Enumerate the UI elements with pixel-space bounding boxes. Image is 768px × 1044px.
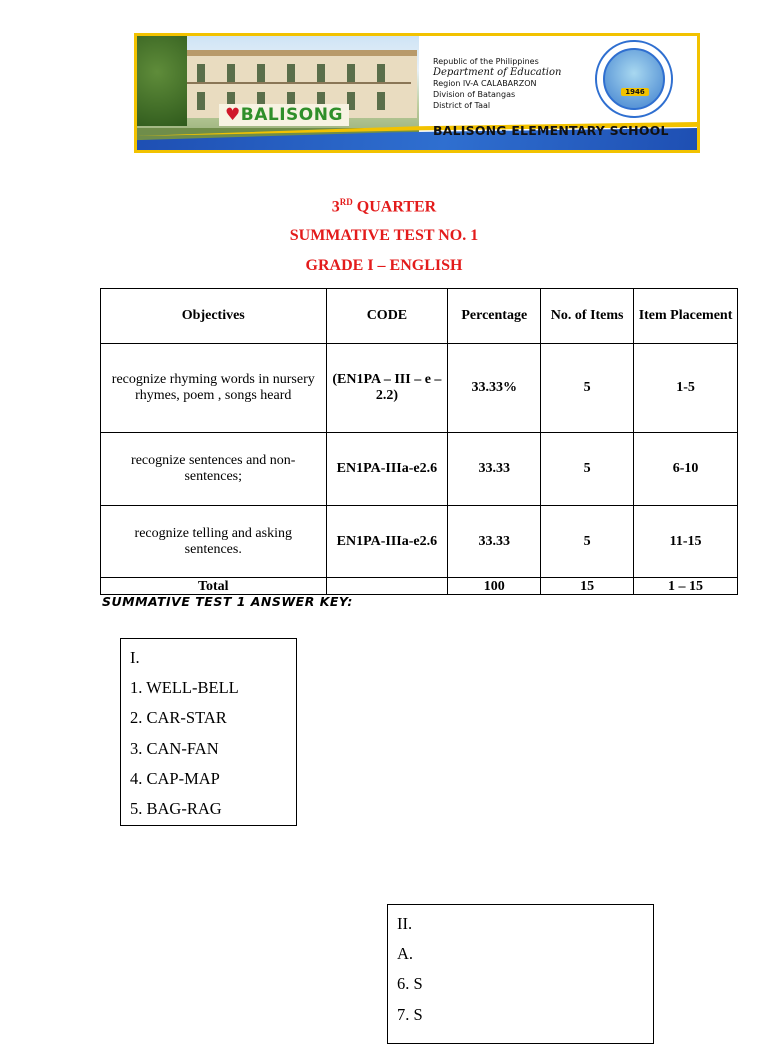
placement-cell: 11-15: [634, 506, 738, 578]
tree-graphic: [137, 36, 187, 126]
school-header-banner: [134, 33, 700, 153]
school-name: BALISONG ELEMENTARY SCHOOL: [433, 123, 669, 138]
answer-line: 7. S: [397, 1004, 423, 1024]
answer-line: 1. WELL-BELL: [130, 678, 239, 698]
items-cell: 5: [541, 433, 634, 506]
objective-cell: recognize telling and asking sentences.: [101, 506, 327, 578]
quarter-title: [0, 197, 768, 216]
percentage-cell: 33.33: [448, 433, 541, 506]
code-cell: EN1PA-IIIa-e2.6: [326, 506, 448, 578]
school-seal-logo: [595, 40, 673, 118]
percentage-cell: 33.33%: [448, 344, 541, 433]
objective-cell: recognize rhyming words in nursery rhymes, poem , songs heard: [101, 344, 327, 433]
school-sign-text: BALISONG: [240, 105, 343, 125]
seal-ring: [603, 48, 665, 110]
objective-cell: recognize sentences and non-sentences;: [101, 433, 327, 506]
answer-line: 2. CAR-STAR: [130, 708, 227, 728]
school-sign: [219, 104, 349, 126]
heart-icon: ♥: [225, 105, 241, 125]
total-placement-cell: 1 – 15: [634, 578, 738, 595]
quarter-number: 3: [331, 198, 340, 216]
answer-key-title: SUMMATIVE TEST 1 ANSWER KEY:: [102, 594, 353, 609]
deped-text-block: [433, 56, 583, 111]
column-header: Item Placement: [634, 289, 738, 344]
table-row: [101, 506, 738, 578]
total-code-cell: [326, 578, 448, 595]
quarter-suffix: RD: [339, 197, 353, 207]
objectives-table: [100, 288, 738, 595]
district-text: District of Taal: [433, 101, 491, 110]
table-row: [101, 344, 738, 433]
answer-line: I.: [130, 648, 140, 667]
total-row: [101, 578, 738, 595]
answer-line: 4. CAP-MAP: [130, 768, 220, 788]
column-header: No. of Items: [541, 289, 634, 344]
total-percentage-cell: 100: [448, 578, 541, 595]
column-header: Objectives: [101, 289, 327, 344]
code-cell: (EN1PA – III – e – 2.2): [326, 344, 448, 433]
grade-title: GRADE I – ENGLISH: [305, 257, 463, 274]
test-title: SUMMATIVE TEST NO. 1: [289, 227, 479, 244]
column-header: Percentage: [448, 289, 541, 344]
table-row: [101, 433, 738, 506]
answer-line: 3. CAN-FAN: [130, 738, 219, 758]
answer-line: 5. BAG-RAG: [130, 799, 222, 819]
answer-box-part-1: [120, 638, 297, 826]
quarter-word: QUARTER: [352, 198, 437, 216]
percentage-cell: 33.33: [448, 506, 541, 578]
department-text: Department of Education: [433, 67, 562, 78]
republic-text: Republic of the Philippines: [433, 57, 539, 66]
placement-cell: 1-5: [634, 344, 738, 433]
items-cell: 5: [541, 506, 634, 578]
division-text: Division of Batangas: [433, 90, 516, 99]
region-text: Region IV-A CALABARZON: [433, 79, 537, 88]
answer-line: 6. S: [397, 974, 423, 994]
answer-line: II.: [397, 914, 413, 933]
table-header-row: [101, 289, 738, 344]
items-cell: 5: [541, 344, 634, 433]
total-label-cell: Total: [101, 578, 327, 595]
answer-line: A.: [397, 944, 414, 964]
seal-year: 1946: [621, 88, 649, 96]
column-header: CODE: [326, 289, 448, 344]
placement-cell: 6-10: [634, 433, 738, 506]
answer-box-part-2: [387, 904, 654, 1044]
code-cell: EN1PA-IIIa-e2.6: [326, 433, 448, 506]
total-items-cell: 15: [541, 578, 634, 595]
